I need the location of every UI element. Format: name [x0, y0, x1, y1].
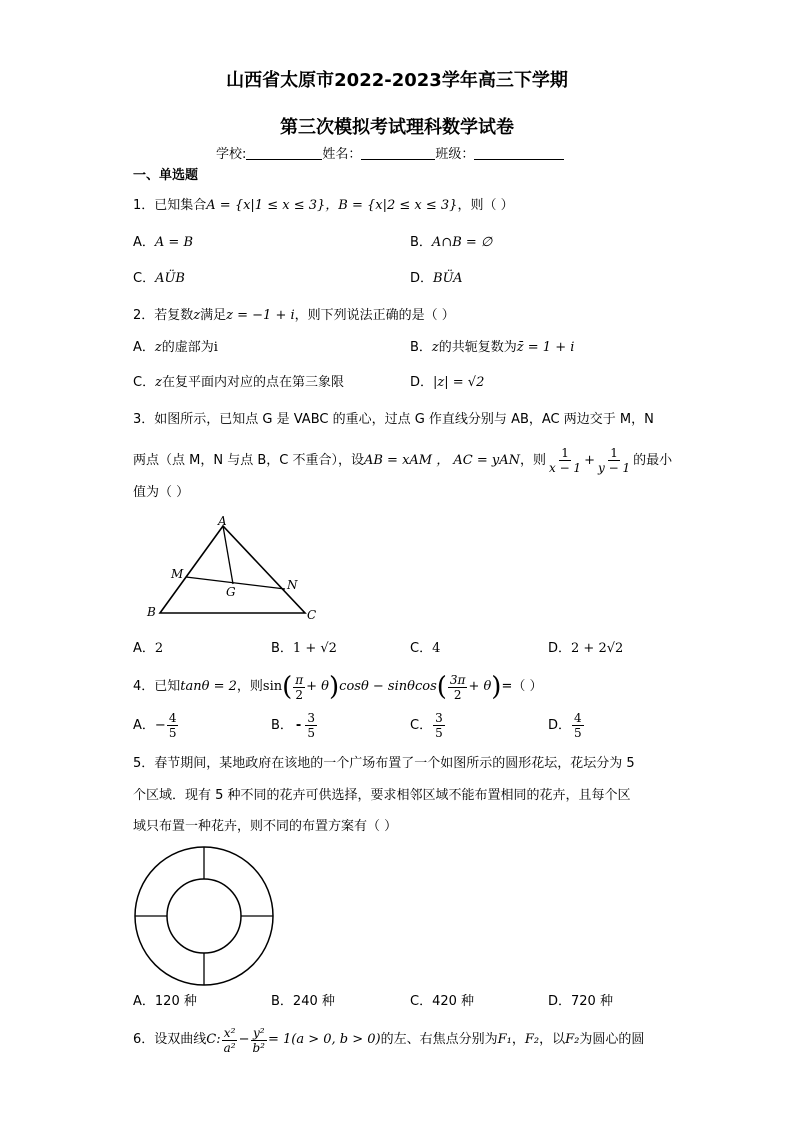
- q6-equation: = 1(a > 0, b > 0): [267, 1032, 381, 1047]
- option-label: D．: [410, 375, 434, 390]
- label-g: G: [226, 585, 236, 599]
- option-fraction: [305, 711, 317, 740]
- denominator: 2: [295, 687, 304, 702]
- q4-theta-2: + θ: [468, 679, 492, 694]
- option-z: z: [155, 375, 162, 390]
- numerator: 1: [561, 446, 569, 460]
- q4-middle-expr: cosθ − sinθcos: [339, 679, 437, 694]
- denominator: 5: [168, 726, 177, 740]
- option-text: 240 种: [292, 994, 335, 1009]
- option-value: i: [213, 340, 218, 355]
- option-label: A．: [133, 717, 155, 733]
- numerator: 4: [574, 711, 582, 725]
- question-3-line3: 值为（ ）: [133, 485, 190, 500]
- q4-option-d[interactable]: [548, 711, 585, 740]
- question-6-stem: [133, 1023, 644, 1057]
- q3-line2-pre: 两点（点 M，N 与点 B，C 不重合），设: [133, 453, 364, 468]
- q3-option-c[interactable]: [410, 641, 440, 657]
- option-text: 的虚部为: [161, 340, 214, 355]
- option-text: 2 + 2√2: [571, 641, 624, 656]
- q3-fraction-1: [547, 446, 583, 475]
- q3-option-b[interactable]: [271, 641, 337, 657]
- q2-option-d[interactable]: [410, 375, 484, 391]
- q4-fraction-2: [448, 673, 468, 702]
- left-paren: (: [436, 672, 447, 702]
- q6-stem-post: 为圆心的圆: [579, 1032, 645, 1047]
- q4-option-c[interactable]: [410, 711, 446, 740]
- q4-stem-mid: ，则: [236, 679, 263, 694]
- option-label: B．: [271, 717, 293, 733]
- q2-option-b[interactable]: [410, 340, 574, 356]
- question-1-stem: [133, 198, 514, 214]
- option-text: A∩B = ∅: [431, 235, 493, 250]
- label-c: C: [307, 608, 317, 622]
- question-2-stem: [133, 308, 455, 324]
- left-paren: (: [282, 672, 293, 702]
- option-z: z: [154, 340, 162, 355]
- q1-option-a[interactable]: [133, 235, 193, 251]
- denominator: x − 1: [548, 461, 582, 475]
- q5-option-d[interactable]: [548, 994, 613, 1010]
- option-label: A．: [133, 340, 155, 355]
- option-label: C．: [133, 375, 156, 390]
- option-sign: -: [295, 717, 302, 733]
- class-label: 班级：: [435, 147, 475, 162]
- q2-option-c[interactable]: [133, 375, 344, 391]
- numerator: 3: [307, 711, 315, 725]
- option-label: C．: [410, 717, 433, 733]
- q5-option-a[interactable]: [133, 994, 197, 1010]
- exam-title-line2: 第三次模拟考试理科数学试卷: [280, 117, 514, 138]
- q4-sin: sin: [262, 679, 283, 694]
- option-label: D．: [410, 271, 434, 286]
- option-text: 420 种: [432, 994, 475, 1009]
- option-label: B．: [271, 994, 293, 1009]
- option-text: 2: [154, 641, 164, 656]
- q2-z: z: [193, 308, 201, 323]
- option-z: z: [431, 340, 439, 355]
- exam-title-line1: 山西省太原市2022-2023学年高三下学期: [226, 70, 568, 91]
- denominator: 5: [435, 726, 443, 740]
- q2-stem-mid: 满足: [200, 308, 227, 323]
- q1-option-d[interactable]: [410, 271, 463, 287]
- option-text: 在复平面内对应的点在第三象限: [161, 375, 344, 390]
- option-value: |z| = √2: [433, 375, 485, 390]
- option-label: D．: [548, 994, 572, 1009]
- q1-option-b[interactable]: [410, 235, 492, 251]
- option-label: A．: [133, 641, 155, 656]
- q4-given: tanθ = 2: [180, 679, 237, 694]
- label-b: B: [147, 605, 156, 619]
- option-sign: −: [154, 717, 166, 733]
- option-label: A．: [133, 235, 155, 250]
- inner-circle: [167, 879, 241, 953]
- q6-f2: F₂: [524, 1032, 540, 1047]
- option-text: BÜA: [433, 271, 463, 286]
- q4-option-b[interactable]: [271, 711, 318, 740]
- numerator: x²: [223, 1025, 236, 1040]
- numerator: 3π: [449, 672, 466, 687]
- label-a: A: [218, 514, 227, 528]
- option-label: B．: [410, 235, 432, 250]
- option-label: B．: [271, 641, 293, 656]
- q6-minus: −: [238, 1032, 250, 1047]
- q6-curve-name: C:: [206, 1032, 221, 1047]
- q3-line2-post: ，则: [519, 453, 546, 468]
- school-label: 学校:: [216, 147, 247, 162]
- section-heading: 一、单选题: [133, 168, 199, 183]
- denominator: b²: [252, 1040, 265, 1055]
- q3-vectors: AB = xAM ， AC = yAN: [363, 453, 520, 468]
- denominator: 5: [574, 726, 582, 740]
- option-label: D．: [548, 717, 572, 733]
- q4-fraction-1: [293, 673, 305, 702]
- option-fraction: [167, 711, 179, 740]
- class-blank: [474, 146, 564, 160]
- right-paren: ): [329, 672, 340, 702]
- question-3-line1: 3．如图所示，已知点 G 是 VABC 的重心，过点 G 作直线分别与 AB，AC 两边交于 M，N: [133, 412, 654, 427]
- q2-equation: z = −1 + i: [226, 308, 295, 323]
- q1-stem-pre: 1．已知集合: [133, 198, 207, 213]
- option-fraction: [433, 711, 445, 740]
- q2-stem-pre: 2．若复数: [133, 308, 194, 323]
- option-text: 的共轭复数为: [438, 340, 517, 355]
- option-label: A．: [133, 994, 155, 1009]
- q6-stem-mid2: ，以: [539, 1032, 566, 1047]
- denominator: a²: [223, 1040, 236, 1055]
- denominator: 2: [453, 687, 462, 702]
- q6-f2-center: F₂: [565, 1032, 580, 1047]
- question-5-line1: 5．春节期间，某地政府在该地的一个广场布置了一个如图所示的圆形花坛，花坛分为 5: [133, 756, 635, 771]
- option-label: C．: [133, 271, 156, 286]
- option-label: C．: [410, 641, 433, 656]
- question-4-stem: [133, 670, 542, 704]
- denominator: 5: [307, 726, 315, 740]
- numerator: y²: [252, 1025, 265, 1040]
- question-5-line2: 个区域．现有 5 种不同的花卉可供选择，要求相邻区域不能布置相同的花卉，且每个区: [133, 788, 631, 803]
- q5-option-c[interactable]: [410, 994, 474, 1010]
- numerator: 1: [610, 446, 618, 460]
- q3-option-d[interactable]: [548, 641, 623, 657]
- option-text: 720 种: [571, 994, 613, 1009]
- q3-option-a[interactable]: [133, 641, 163, 657]
- q2-option-a[interactable]: [133, 340, 218, 356]
- q4-theta-1: + θ: [306, 679, 330, 694]
- q1-option-c[interactable]: [133, 271, 185, 287]
- q6-stem-mid: 的左、右焦点分别为: [380, 1032, 498, 1047]
- label-m: M: [171, 567, 184, 581]
- option-text: 120 种: [154, 994, 197, 1009]
- q3-plus: +: [584, 453, 595, 468]
- numerator: π: [295, 672, 304, 687]
- label-n: N: [287, 578, 298, 592]
- option-label: C．: [410, 994, 433, 1009]
- numerator: 3: [435, 711, 443, 725]
- q3-line2-end: 的最小: [633, 453, 673, 468]
- q6-separator: ，: [511, 1032, 525, 1047]
- q4-stem-pre: 4．已知: [133, 679, 181, 694]
- school-blank: [246, 146, 322, 160]
- q1-set-b: ，B = {x|2 ≤ x ≤ 3}: [325, 198, 458, 213]
- denominator: y − 1: [597, 461, 631, 475]
- right-paren: ): [491, 672, 502, 702]
- q3-fraction-2: [596, 446, 632, 475]
- q1-set-a: A = {x|1 ≤ x ≤ 3}: [206, 198, 326, 213]
- option-label: D．: [548, 641, 572, 656]
- q4-stem-post: =（ ）: [501, 679, 543, 694]
- option-text: A = B: [154, 235, 194, 250]
- name-label: 姓名：: [322, 147, 362, 162]
- triangle-figure: [140, 512, 330, 624]
- q6-f1: F₁: [497, 1032, 512, 1047]
- student-info-row: [216, 146, 564, 163]
- name-blank: [361, 146, 435, 160]
- option-text: 4: [432, 641, 441, 656]
- q4-option-a[interactable]: [133, 711, 179, 740]
- q1-stem-post: ，则（ ）: [457, 198, 514, 213]
- option-fraction: [572, 711, 584, 740]
- question-5-line3: 域只布置一种花卉，则不同的布置方案有（ ）: [133, 819, 398, 834]
- numerator: 4: [168, 711, 177, 725]
- question-3-line2: [133, 446, 672, 475]
- q6-fraction-y: [250, 1026, 267, 1055]
- q6-fraction-x: [222, 1026, 238, 1055]
- flower-bed-figure: [133, 845, 275, 987]
- option-text: 1 + √2: [292, 641, 337, 656]
- q5-option-b[interactable]: [271, 994, 335, 1010]
- q6-stem-pre: 6．设双曲线: [133, 1032, 207, 1047]
- option-text: AÜB: [155, 271, 185, 286]
- option-value: z̄ = 1 + i: [516, 340, 575, 355]
- option-label: B．: [410, 340, 432, 355]
- q2-stem-post: ，则下列说法正确的是（ ）: [294, 308, 455, 323]
